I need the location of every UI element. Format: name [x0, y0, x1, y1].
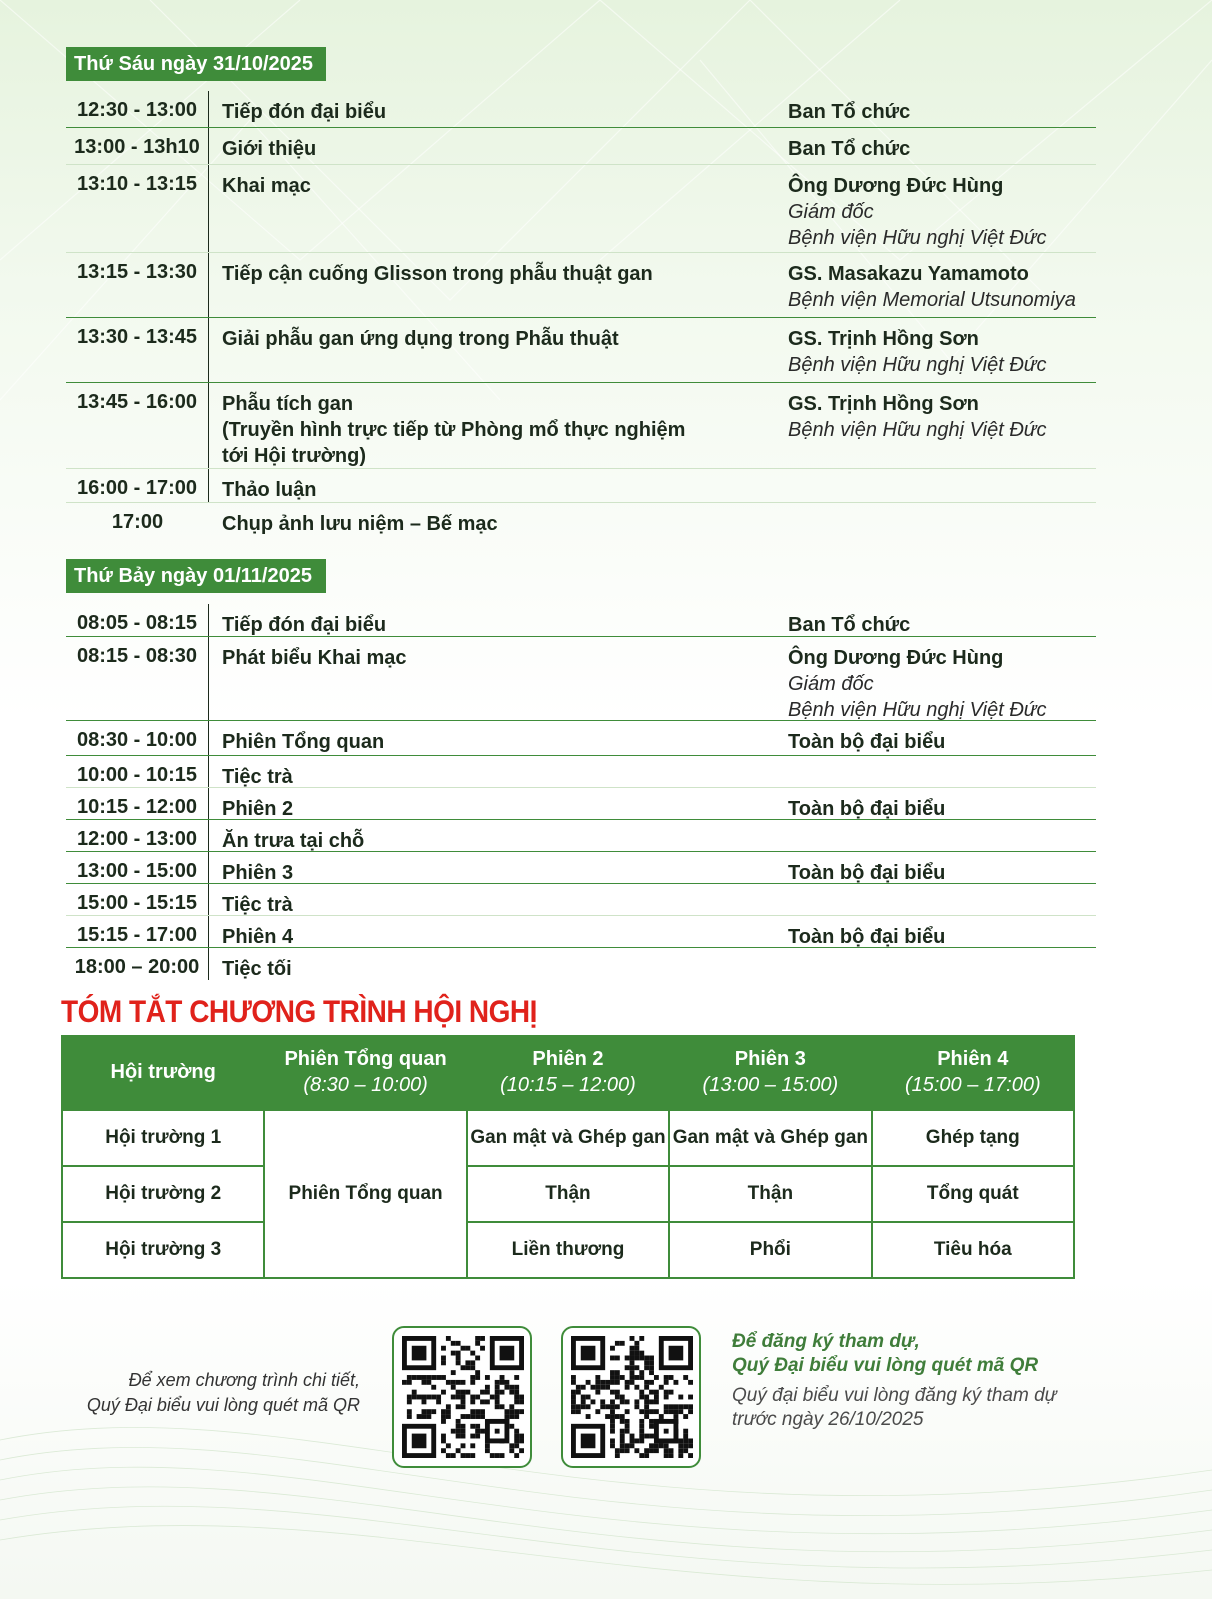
speaker-name: Ông Dương Đức Hùng: [788, 175, 1004, 197]
session-topic: Phiên Tổng quan: [222, 731, 385, 753]
speaker-name: Toàn bộ đại biểu: [788, 862, 946, 884]
speaker-affiliation: Giám đốc: [788, 201, 874, 223]
registration-deadline-line: Quý đại biểu vui lòng đăng ký tham dự: [732, 1385, 1057, 1406]
session-speaker: [788, 326, 1108, 378]
session-topic: Giải phẫu gan ứng dụng trong Phẫu thuật: [222, 328, 619, 350]
summary-header-p2: Phiên 2 (10:15 – 12:00): [467, 1035, 669, 1110]
day2-schedule: [66, 604, 1096, 980]
session-time: 08:15 - 08:30: [66, 637, 209, 720]
hall-cell: Hội trường 2: [62, 1166, 264, 1222]
session-time: 13:10 - 13:15: [66, 165, 209, 252]
schedule-row: [66, 253, 1096, 318]
summary-row: [62, 1222, 1074, 1278]
schedule-row: [66, 91, 1096, 128]
summary-row: [62, 1110, 1074, 1166]
speaker-name: Ban Tổ chức: [788, 101, 911, 123]
p4-cell: Tiêu hóa: [872, 1222, 1074, 1278]
summary-header-overview: Phiên Tổng quan (8:30 – 10:00): [264, 1035, 466, 1110]
session-topic: Tiếp cận cuống Glisson trong phẫu thuật gan: [222, 263, 653, 285]
p2-cell: Thận: [467, 1166, 669, 1222]
schedule-row: [66, 383, 1096, 469]
speaker-name: GS. Masakazu Yamamoto: [788, 263, 1029, 285]
summary-title: TÓM TẮT CHƯƠNG TRÌNH HỘI NGHỊ: [61, 994, 537, 1029]
qr-program-line: Để xem chương trình chi tiết,: [128, 1370, 360, 1390]
p2-cell: Gan mật và Ghép gan: [467, 1110, 669, 1166]
schedule-row: [66, 469, 1096, 503]
p3-cell: Phổi: [669, 1222, 871, 1278]
schedule-row: [66, 884, 1096, 916]
speaker-name: Ông Dương Đức Hùng: [788, 647, 1004, 669]
summary-table: [61, 1035, 1075, 1279]
schedule-row: [66, 721, 1096, 756]
session-time: 13:45 - 16:00: [66, 383, 209, 468]
session-topic: Ăn trưa tại chỗ: [222, 830, 365, 852]
schedule-row: [66, 948, 1096, 980]
session-speaker: [788, 860, 1108, 886]
session-topic: Phẫu tích gan (Truyền hình trực tiếp từ Phòng mổ thực nghiệm tới Hội trường): [222, 393, 686, 467]
summary-header-p3: Phiên 3 (13:00 – 15:00): [669, 1035, 871, 1110]
session-time: 10:00 - 10:15: [66, 756, 209, 787]
speaker-name: Toàn bộ đại biểu: [788, 731, 946, 753]
day1-schedule: [66, 91, 1096, 541]
speaker-affiliation: Bệnh viện Memorial Utsunomiya: [788, 289, 1076, 311]
registration-line: Để đăng ký tham dự,: [732, 1331, 920, 1352]
summary-header-hall: Hội trường: [62, 1035, 264, 1110]
schedule-row: [66, 604, 1096, 637]
session-time: 08:30 - 10:00: [66, 721, 209, 755]
schedule-row: [66, 756, 1096, 788]
summary-row: [62, 1166, 1074, 1222]
session-time: 17:00: [111, 511, 164, 533]
session-speaker: [788, 173, 1108, 251]
session-speaker: [788, 99, 1108, 125]
session-time: 10:15 - 12:00: [66, 788, 209, 819]
session-topic: Tiếp đón đại biểu: [222, 614, 387, 636]
session-time: 15:00 - 15:15: [66, 884, 209, 915]
qr-code-icon: [571, 1336, 693, 1458]
session-topic: Tiếp đón đại biểu: [222, 101, 387, 123]
schedule-row: [66, 128, 1096, 165]
speaker-affiliation: Bệnh viện Hữu nghị Việt Đức: [788, 419, 1047, 441]
session-time: 13:00 - 13h10: [66, 128, 209, 164]
session-speaker: [788, 924, 1108, 950]
speaker-affiliation: Giám đốc: [788, 673, 874, 695]
speaker-name: GS. Trịnh Hồng Sơn: [788, 393, 979, 415]
session-topic: Tiệc trà: [222, 766, 293, 788]
schedule-row: [66, 916, 1096, 948]
p4-cell: Ghép tạng: [872, 1110, 1074, 1166]
p4-cell: Tổng quát: [872, 1166, 1074, 1222]
session-topic: Thảo luận: [222, 479, 317, 501]
session-speaker: [788, 645, 1108, 723]
speaker-affiliation: Bệnh viện Hữu nghị Việt Đức: [788, 354, 1047, 376]
session-topic: Phiên 2: [222, 798, 294, 820]
summary-header-row: [62, 1035, 1074, 1110]
schedule-row: [66, 852, 1096, 884]
session-topic: Tiệc trà: [222, 894, 293, 916]
qr-registration-text: [732, 1330, 1092, 1432]
session-time: 13:15 - 13:30: [66, 253, 209, 317]
schedule-row: [66, 165, 1096, 253]
session-time: 16:00 - 17:00: [66, 469, 209, 502]
speaker-affiliation: Bệnh viện Hữu nghị Việt Đức: [788, 227, 1047, 249]
session-topic: Tiệc tối: [222, 958, 292, 980]
speaker-name: GS. Trịnh Hồng Sơn: [788, 328, 979, 350]
overview-cell: Phiên Tổng quan: [264, 1110, 466, 1278]
program-qr-code[interactable]: [392, 1326, 532, 1468]
hall-cell: Hội trường 1: [62, 1110, 264, 1166]
session-topic: Khai mạc: [222, 175, 311, 197]
speaker-name: Ban Tổ chức: [788, 138, 911, 160]
qr-code-icon: [402, 1336, 524, 1458]
session-speaker: [788, 612, 1108, 638]
registration-qr-code[interactable]: [561, 1326, 701, 1468]
p3-cell: Thận: [669, 1166, 871, 1222]
session-speaker: [788, 796, 1108, 822]
registration-line: Quý Đại biểu vui lòng quét mã QR: [732, 1355, 1039, 1376]
registration-deadline-line: trước ngày 26/10/2025: [732, 1409, 924, 1430]
qr-program-text: [40, 1368, 360, 1418]
session-time: 08:05 - 08:15: [66, 604, 209, 636]
speaker-name: Toàn bộ đại biểu: [788, 798, 946, 820]
hall-cell: Hội trường 3: [62, 1222, 264, 1278]
session-topic: Chụp ảnh lưu niệm – Bế mạc: [222, 513, 498, 535]
qr-program-line: Quý Đại biểu vui lòng quét mã QR: [86, 1395, 360, 1415]
p2-cell: Liền thương: [467, 1222, 669, 1278]
session-time: 15:15 - 17:00: [66, 916, 209, 947]
session-time: 13:30 - 13:45: [66, 318, 209, 382]
session-topic: Phát biểu Khai mạc: [222, 647, 407, 669]
day1-header: Thứ Sáu ngày 31/10/2025: [66, 47, 326, 81]
speaker-affiliation: Bệnh viện Hữu nghị Việt Đức: [788, 699, 1047, 721]
session-topic: Phiên 3: [222, 862, 294, 884]
session-speaker: [788, 391, 1108, 443]
session-topic: Giới thiệu: [222, 138, 317, 160]
session-time: 18:00 – 20:00: [66, 948, 209, 980]
session-time: 13:00 - 15:00: [66, 852, 209, 883]
p3-cell: Gan mật và Ghép gan: [669, 1110, 871, 1166]
schedule-row: [66, 637, 1096, 721]
session-time: 12:30 - 13:00: [66, 91, 209, 127]
session-speaker: [788, 261, 1108, 313]
speaker-name: Ban Tổ chức: [788, 614, 911, 636]
session-speaker: [788, 136, 1108, 162]
session-time: 12:00 - 13:00: [66, 820, 209, 851]
speaker-name: Toàn bộ đại biểu: [788, 926, 946, 948]
session-speaker: [788, 729, 1108, 755]
schedule-row: [66, 820, 1096, 852]
schedule-row: [66, 318, 1096, 383]
day2-header: Thứ Bảy ngày 01/11/2025: [66, 559, 326, 593]
summary-header-p4: Phiên 4 (15:00 – 17:00): [872, 1035, 1074, 1110]
schedule-row: [66, 788, 1096, 820]
session-topic: Phiên 4: [222, 926, 294, 948]
schedule-row: [66, 503, 1096, 541]
